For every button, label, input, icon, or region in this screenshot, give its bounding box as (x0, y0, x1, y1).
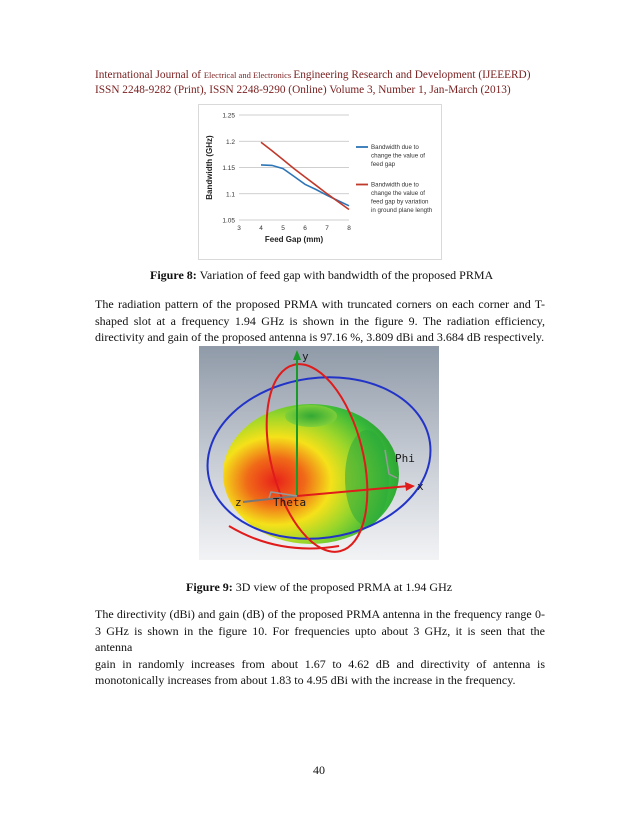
figure-8-label: Figure 8: (150, 268, 197, 282)
legend-entry: feed gap (371, 161, 396, 168)
page-number: 40 (313, 763, 325, 777)
x-tick-label: 3 (237, 225, 241, 232)
y-tick-label: 1.2 (225, 138, 235, 146)
paragraph-line: directivity and gain of the proposed antenna is 97.16 %, 3.809 dBi and 3.684 dB respectively. (95, 330, 545, 344)
paragraph-line: shaped slot at a frequency 1.94 GHz is shown in the figure 9. The radiation efficiency, (95, 313, 545, 328)
legend-entry: change the value of (371, 152, 426, 160)
legend-entry: Bandwidth due to (371, 144, 419, 151)
paragraph-line: 3 GHz is shown in the figure 10. For frequencies upto about 3 GHz, it is seen that the antenna (95, 623, 545, 654)
header-journal-field: Electrical and Electronics (203, 70, 294, 80)
lobe-top-dimple (285, 405, 337, 427)
figure-8-caption (150, 268, 493, 283)
y-axis-label: y (302, 350, 309, 363)
legend-entry: feed gap by variation (371, 198, 429, 206)
journal-header (95, 68, 555, 98)
header-journal-suffix: Engineering Research and Development (IJEEERD) (293, 69, 531, 81)
x-axis-label: x (417, 480, 424, 493)
header-journal-prefix: International Journal of (95, 69, 204, 81)
legend-entry: change the value of (371, 190, 426, 197)
paragraph-line: The directivity (dBi) and gain (dB) of the proposed PRMA antenna in the frequency range 0- (95, 607, 545, 621)
bandwidth-chart (198, 104, 442, 260)
legend-entry: Bandwidth due to (371, 181, 419, 189)
figure-9-caption (186, 580, 452, 595)
x-tick-label: 5 (281, 225, 285, 232)
series-line (261, 142, 349, 209)
x-tick-label: 4 (259, 225, 263, 232)
header-line-2: ISSN 2248-9282 (Print), ISSN 2248-9290 (Online) Volume 3, Number 1, Jan-March (2013) (95, 84, 511, 96)
x-tick-label: 7 (325, 225, 329, 232)
y-tick-label: 1.25 (222, 112, 235, 120)
legend-entry: in ground plane length (371, 207, 433, 214)
x-tick-label: 8 (347, 225, 351, 232)
paragraph-directivity-gain (95, 606, 545, 689)
z-axis-label: z (235, 496, 242, 509)
theta-label: Theta (273, 496, 307, 509)
radiation-pattern-3d-figure (199, 346, 439, 560)
paragraph-line: gain in randomly increases from about 1.67 to 4.62 dB and directivity of antenna is (95, 656, 545, 671)
y-tick-label: 1.1 (225, 191, 235, 199)
paragraph-line: monotonically increases from about 1.83 to 4.95 dBi with the increase in the frequency. (95, 673, 516, 687)
figure-9-label: Figure 9: (186, 580, 233, 594)
y-axis-title: Bandwidth (GHz) (205, 135, 214, 200)
phi-label: Phi (395, 452, 415, 465)
radiation-pattern-3d-svg (199, 346, 439, 560)
figure-9-text: 3D view of the proposed PRMA at 1.94 GHz (232, 580, 453, 594)
paragraph-radiation-pattern (95, 296, 545, 346)
x-tick-label: 6 (303, 225, 307, 232)
header-line-1 (95, 68, 555, 83)
bandwidth-chart-svg (199, 105, 441, 259)
paragraph-line: The radiation pattern of the proposed PRMA with truncated corners on each corner and T- (95, 297, 545, 311)
figure-8-text: Variation of feed gap with bandwidth of the proposed PRMA (196, 268, 494, 282)
x-axis-title: Feed Gap (mm) (264, 235, 324, 244)
y-tick-label: 1.15 (222, 165, 235, 172)
y-tick-label: 1.05 (222, 217, 235, 225)
